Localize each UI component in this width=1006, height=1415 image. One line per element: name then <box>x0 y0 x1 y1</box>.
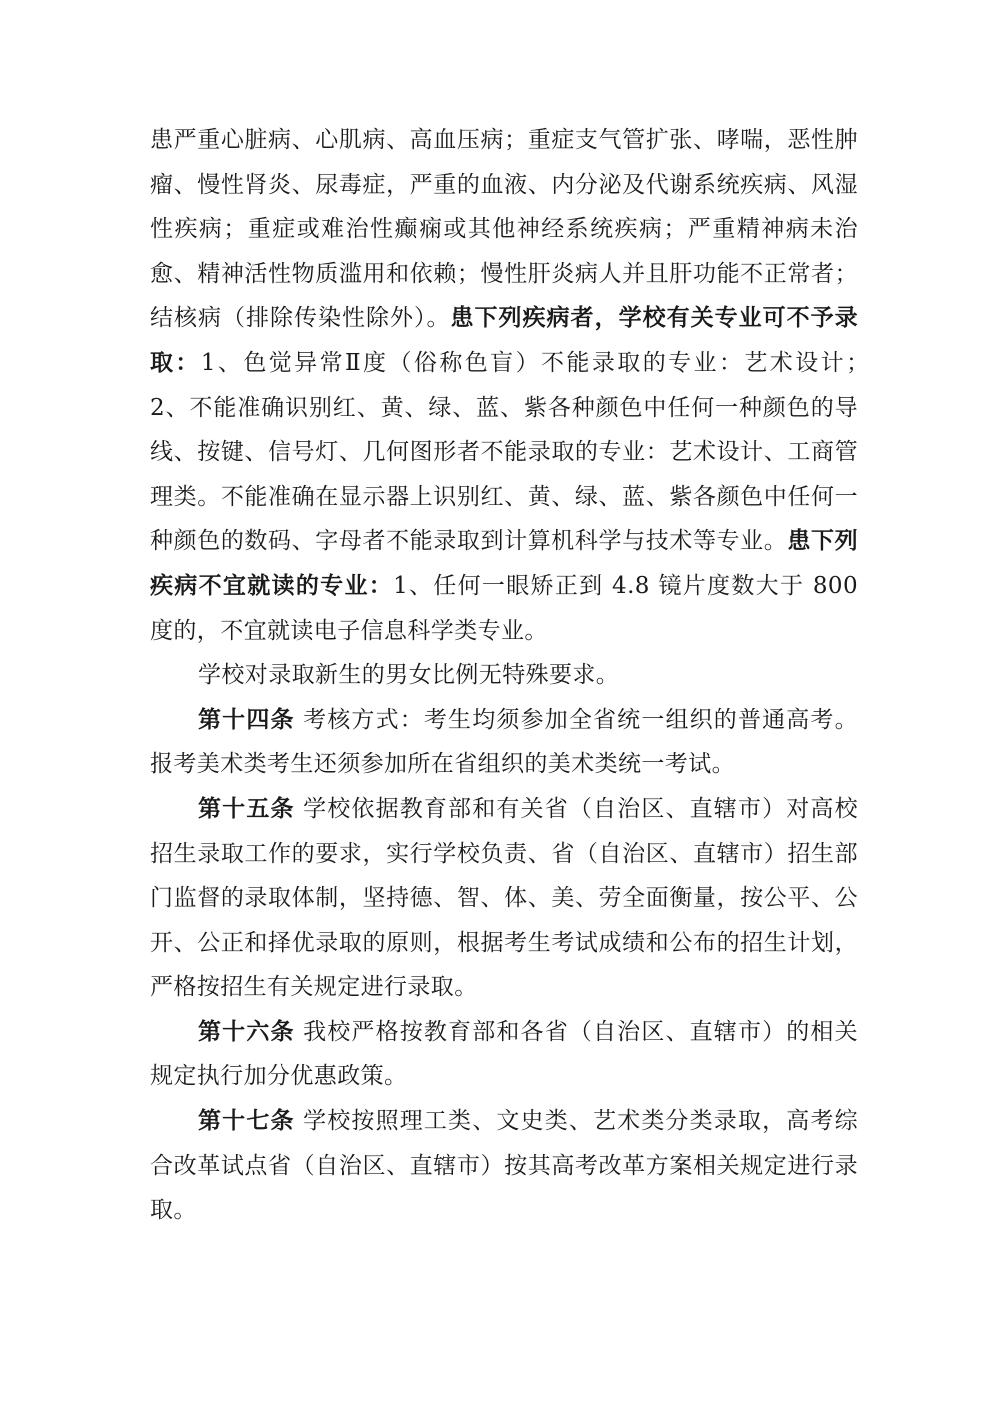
paragraph-health-requirements <box>150 118 882 653</box>
article-heading: 第十七条 <box>198 1108 295 1135</box>
text-run: 学校依据教育部和有关省（自治区、直辖市）对高校招生录取工作的要求，实行学校负责、省（自治区、直辖市）招生部门监督的录取体制，坚持德、智、体、美、劳全面衡量，按公平、公开、公正和择优录取的原则，根据考生考试成绩和公布的招生计划，严格按招生有关规定进行录取。 <box>150 795 858 1001</box>
bold-heading-not-suitable: 患下列疾病不宜就读的专业： <box>150 528 858 599</box>
paragraph-article-14 <box>150 698 858 787</box>
paragraph-gender-ratio <box>150 653 858 698</box>
text-run: 我校严格按教育部和各省（自治区、直辖市）的相关规定执行加分优惠政策。 <box>150 1018 858 1090</box>
article-heading: 第十四条 <box>198 706 295 733</box>
text-run: 学校按照理工类、文史类、艺术类分类录取，高考综合改革试点省（自治区、直辖市）按其高考改革方案相关规定进行录取。 <box>150 1108 858 1224</box>
text-run: 1、任何一眼矫正到 4.8 镜片度数大于 800 度的，不宜就读电子信息科学类专业。 <box>150 572 858 644</box>
text-run: 1、色觉异常Ⅱ度（俗称色盲）不能录取的专业：艺术设计； 2、不能准确识别红、黄、绿、蓝、紫各种颜色中任何一种颜色的导线、按键、信号灯、几何图形者不能录取的专业：艺术设计、工商管理类。不能准确在显示器上识别红、黄、绿、蓝、紫各颜色中任何一种颜色的数码、字母者不能录取到计算机科学与技术等专业。 <box>150 349 882 555</box>
text-run: 患严重心脏病、心肌病、高血压病；重症支气管扩张、哮喘，恶性肿瘤、慢性肾炎、尿毒症，严重的血液、内分泌及代谢系统疾病、风湿性疾病；重症或难治性癫痫或其他神经系统疾病；严重精神病未治愈、精神活性物质滥用和依赖；慢性肝炎病人并且肝功能不正常者；结核病（排除传染性除外）。 <box>150 127 858 332</box>
article-heading: 第十五条 <box>198 795 295 822</box>
text-run: 学校对录取新生的男女比例无特殊要求。 <box>198 662 620 689</box>
document-page <box>150 118 882 1233</box>
paragraph-article-16 <box>150 1010 858 1099</box>
paragraph-article-15 <box>150 787 858 1010</box>
article-heading: 第十六条 <box>198 1018 295 1045</box>
bold-heading-may-not-admit: 患下列疾病者，学校有关专业可不予录取： <box>150 305 858 376</box>
text-run: 考核方式：考生均须参加全省统一组织的普通高考。报考美术类考生还须参加所在省组织的美术类统一考试。 <box>150 706 858 778</box>
paragraph-article-17 <box>150 1099 858 1233</box>
